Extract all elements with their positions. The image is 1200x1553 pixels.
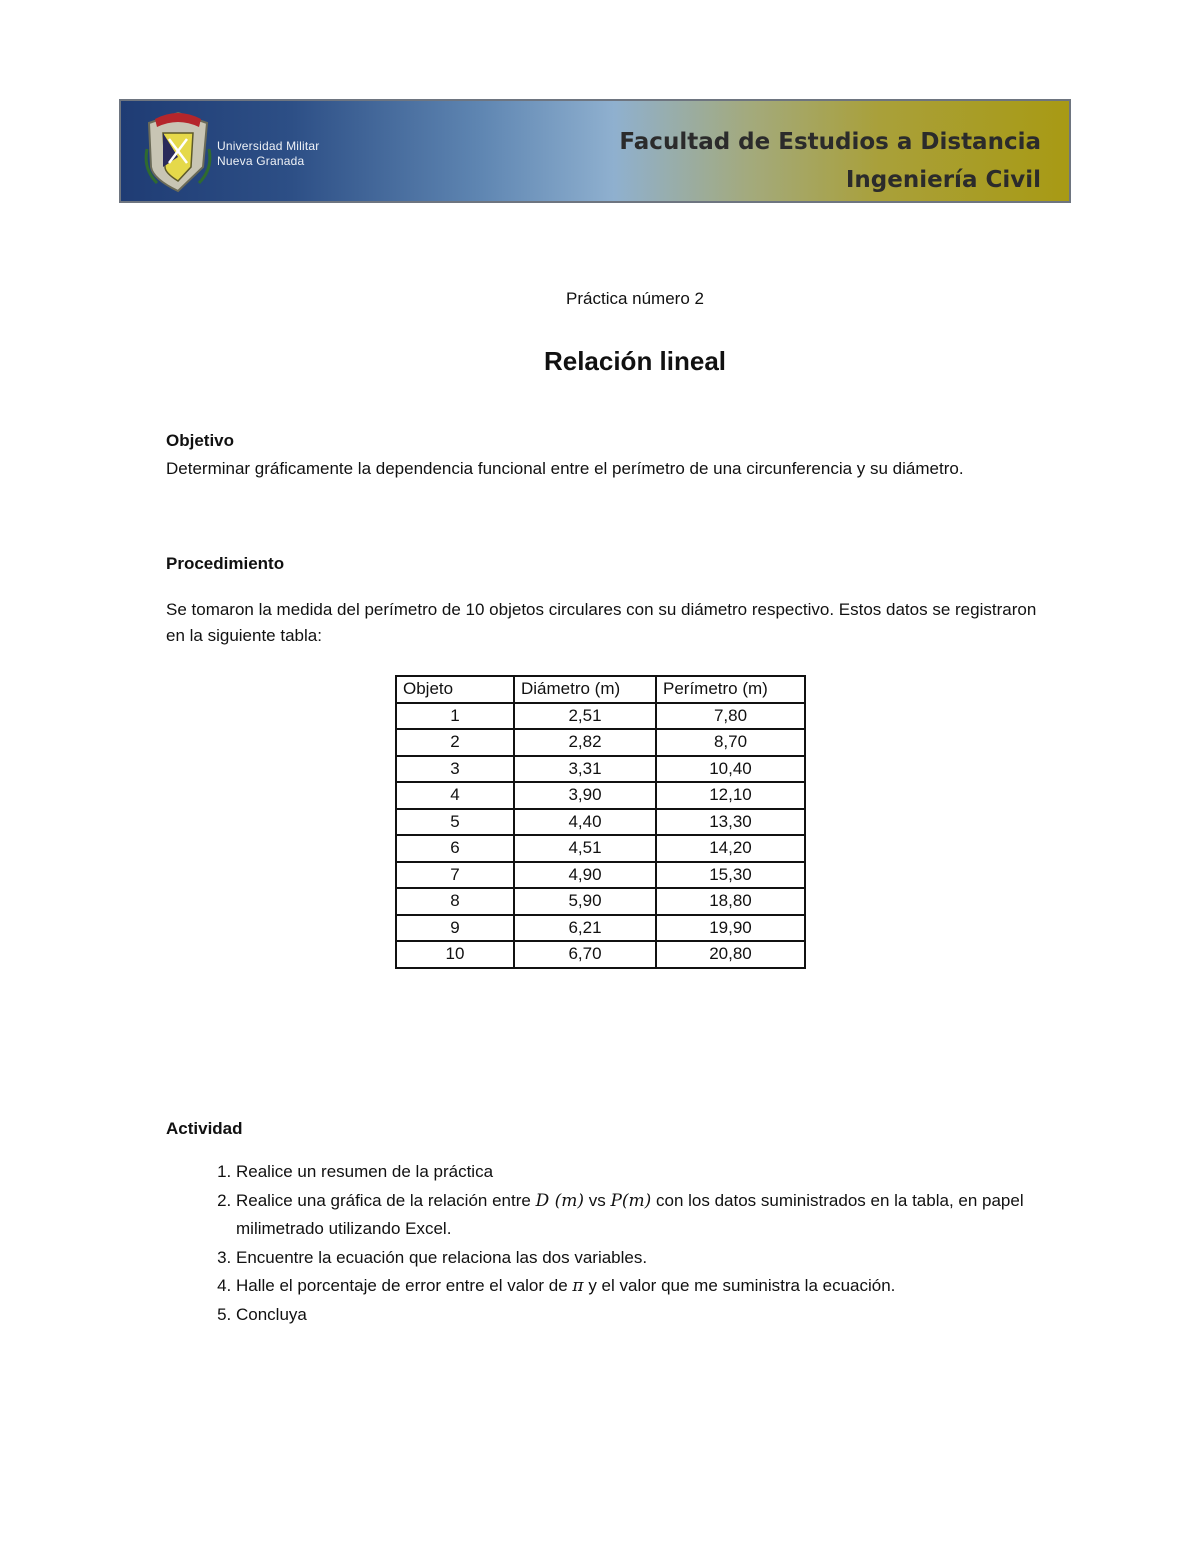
table-cell: 3,31: [514, 756, 656, 783]
activity-heading: Actividad: [166, 1119, 243, 1138]
page-title: Relación lineal: [543, 346, 727, 376]
table-cell: 10,40: [656, 756, 805, 783]
table-header-row: [396, 676, 805, 703]
table-cell: 9: [396, 915, 514, 942]
table-cell: 15,30: [656, 862, 805, 889]
table-cell: 2: [396, 729, 514, 756]
list-item: [236, 1187, 1086, 1244]
university-name-line1: Universidad Militar: [217, 139, 320, 153]
practice-number: Práctica número 2: [566, 289, 704, 308]
table-row: [396, 835, 805, 862]
table-cell: 19,90: [656, 915, 805, 942]
list-item: [236, 1272, 1086, 1301]
table-cell: 12,10: [656, 782, 805, 809]
table-cell: 6: [396, 835, 514, 862]
table-row: [396, 729, 805, 756]
header-banner: [119, 99, 1071, 203]
list-item-text: Encuentre la ecuación que relaciona las dos variables.: [236, 1247, 648, 1267]
table-row: [396, 915, 805, 942]
table-cell: 2,51: [514, 703, 656, 730]
table-cell: 8: [396, 888, 514, 915]
table-cell: 2,82: [514, 729, 656, 756]
faculty-block: [619, 123, 1041, 199]
university-name-line2: Nueva Granada: [217, 154, 305, 168]
table-row: [396, 941, 805, 968]
table-cell: 6,21: [514, 915, 656, 942]
program-name: Ingeniería Civil: [845, 167, 1041, 193]
math-expression: P(m): [610, 1190, 652, 1211]
table-cell: 4,90: [514, 862, 656, 889]
objective-text: Determinar gráficamente la dependencia funcional entre el perímetro de una circunferencia y su diámetro.: [166, 459, 964, 478]
list-item-text: Concluya: [236, 1304, 307, 1324]
table-cell: 3,90: [514, 782, 656, 809]
list-item-text: con los datos suministrados en la tabla, en papel milimetrado utilizando Excel.: [236, 1190, 1024, 1238]
table-cell: 20,80: [656, 941, 805, 968]
table-row: [396, 862, 805, 889]
table-cell: 5,90: [514, 888, 656, 915]
university-seal-icon: [143, 109, 213, 193]
list-item: [236, 1301, 1086, 1330]
list-item: [236, 1244, 1086, 1273]
table-row: [396, 756, 805, 783]
objective-heading: Objetivo: [166, 431, 235, 450]
table-cell: 7,80: [656, 703, 805, 730]
table-cell: 4,40: [514, 809, 656, 836]
list-item-text: Halle el porcentaje de error entre el valor de: [236, 1276, 573, 1295]
table-cell: 4,51: [514, 835, 656, 862]
column-header-diameter: Diámetro (m): [514, 676, 656, 703]
table-cell: 3: [396, 756, 514, 783]
table-cell: 1: [396, 703, 514, 730]
table-cell: 6,70: [514, 941, 656, 968]
table-row: [396, 703, 805, 730]
list-item: [236, 1158, 1086, 1187]
procedure-text: Se tomaron la medida del perímetro de 10 objetos circulares con su diámetro respectivo. Estos datos se registraron en la siguiente tabla:: [166, 600, 1037, 645]
measurements-table: [395, 675, 806, 969]
list-item-text: Realice una gráfica de la relación entre: [236, 1190, 536, 1210]
procedure-heading: Procedimiento: [166, 554, 285, 573]
table-cell: 8,70: [656, 729, 805, 756]
table-row: [396, 782, 805, 809]
table-cell: 18,80: [656, 888, 805, 915]
table-cell: 7: [396, 862, 514, 889]
math-expression: π: [572, 1276, 584, 1296]
column-header-object: Objeto: [396, 676, 514, 703]
table-cell: 10: [396, 941, 514, 968]
column-header-perimeter: Perímetro (m): [656, 676, 805, 703]
list-item-text: vs: [584, 1190, 611, 1210]
math-expression: D (m): [535, 1190, 584, 1211]
activity-list: [166, 1158, 1086, 1329]
table-row: [396, 888, 805, 915]
university-name: [217, 139, 320, 169]
table-row: [396, 809, 805, 836]
table-cell: 14,20: [656, 835, 805, 862]
faculty-name: Facultad de Estudios a Distancia: [619, 129, 1041, 155]
table-cell: 13,30: [656, 809, 805, 836]
list-item-text: y el valor que me suministra la ecuación.: [583, 1276, 896, 1295]
list-item-text: Realice un resumen de la práctica: [236, 1162, 494, 1181]
table-cell: 4: [396, 782, 514, 809]
table-cell: 5: [396, 809, 514, 836]
